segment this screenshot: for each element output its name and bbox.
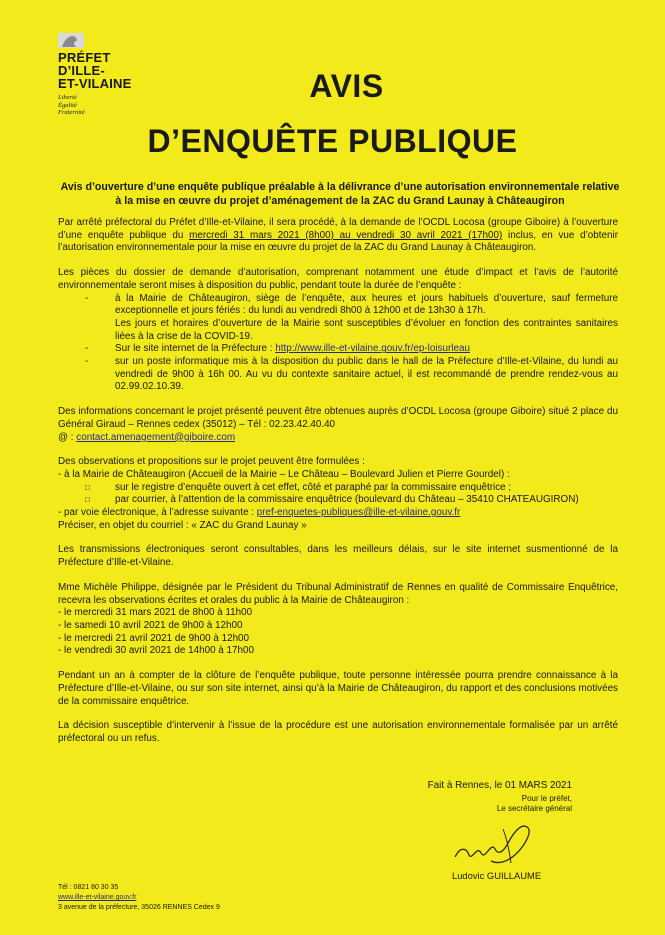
motto-line: Égalité [58,101,77,109]
paragraph-order [58,217,618,255]
page-footer [58,883,220,913]
list-item-note: Les jours et horaires d’ouverture de la Mairie sont susceptibles d’évoluer en fonction des contraintes sanitaires liées à la crise de la COVID-19. [115,317,618,342]
paragraph-commissioner: Mme Michèle Philippe, désignée par le Président du Tribunal Administratif de Rennes en qualité de Commissaire Enquêtrice, recevra les observations écrites et orales du public à la Mairie de Châteaugiron : [58,581,618,606]
email-prefix: @ : [58,431,77,443]
list-item [58,482,618,495]
motto-line: Liberté [58,94,77,101]
logo-line: D’ILLE- [58,63,105,78]
logo-line: ET-VILAINE [58,76,132,91]
checkbox-square-icon: □ [85,482,90,492]
session-item: - le samedi 10 avril 2021 de 9h00 à 12h00 [58,619,243,631]
paragraph-information: Des informations concernant le projet présenté peuvent être obtenues auprès d’OCDL Locosa (groupe Giboire) situé 2 place du Général Giraud – Rennes cedex (35012) – Tél : 02.23.42.40.40 [58,406,618,430]
footer-website-link[interactable]: www.ille-et-vilaine.gouv.fr [58,894,137,901]
notice-subtitle: Avis d’ouverture d’une enquête publique préalable à la délivrance d’une autorisation environnementale relative à la mise en œuvre du projet d’aménagement de la ZAC du Grand Launay à Châteaugiron [60,181,620,207]
observations-electronic [58,507,618,520]
prefecture-website-link[interactable]: http://www.ille-et-vilaine.gouv.fr/ep-loisurleau [275,343,470,355]
signer-name: Ludovic GUILLAUME [452,870,542,881]
session-item: - le mercredi 21 avril 2021 de 9h00 à 12h00 [58,632,250,644]
observations-subject: Préciser, en objet du courriel : « ZAC du Grand Launay » [58,519,307,531]
contact-email-line [58,432,618,445]
list-bullet: - [85,343,89,355]
for-prefect: Pour le préfet, [521,794,572,803]
paragraph-report: Pendant un an à compter de la clôture de l’enquête publique, toute personne intéressée pourra prendre connaissance à la Préfecture d’Ille-et-Vilaine, ou sur son site internet, ainsi qu’à la Mairie de Châteaugiron, du rapport et des conclusions motivées de la commissaire enquêtrice. [58,670,618,707]
list-item-text: sur un poste informatique mis à la disposition du public dans le hall de la Préfecture d’Ille-et-Vilaine, du lundi au vendredi de 9h00 à 16h 00. Au vu du contexte sanitaire actuel, il est recommandé de prendre rendez-vous au 02.99.02.10.39. [115,356,618,393]
paragraph-text: Par arrêté préfectoral du Préfet d’Ille-et-Vilaine, il sera procédé, à la demande de l’OCDL Locosa (groupe Giboire) à l’ouverture d’une enquête publique du [58,217,618,241]
signer-role: Le secrétaire général [496,804,572,813]
list-item-text: Sur le site internet de la Préfecture : [115,343,276,355]
list-bullet: - [85,356,89,368]
list-bullet: - [85,292,89,304]
list-item [58,343,618,356]
checkbox-square-icon: □ [85,495,90,505]
page-title-line-2: D’ENQUÊTE PUBLIQUE [147,123,518,159]
electronic-label: - par voie électronique, à l’adresse suivante : [58,507,257,519]
notice-body [58,217,618,746]
list-item [58,293,618,318]
marianne-icon [58,33,84,48]
list-item-text: à la Mairie de Châteaugiron, siège de l’enquête, aux heures et jours habituels d’ouverture, sauf fermeture exceptionnelle et jours fériés : du lundi au vendredi 8h00 à 12h00 et de 13h30 à 17h. [115,292,618,317]
paragraph-observations: Des observations et propositions sur le projet peuvent être formulées : [58,456,365,468]
contact-email-link[interactable]: contact.amenagement@giboire.com [76,431,236,443]
signature-block [312,780,572,814]
list-item [58,356,618,394]
logo-line: PRÉFET [58,50,111,65]
list-item-text: sur le registre d’enquête ouvert à cet effet, côté et paraphé par la commissaire enquêtrice ; [115,481,512,493]
session-item: - le vendredi 30 avril 2021 de 14h00 à 17h00 [58,645,255,657]
list-item-text: par courrier, à l’attention de la commissaire enquêtrice (boulevard du Château – 35410 CHATEAUGIRON) [115,494,579,506]
motto-line: Fraternité [58,109,85,116]
paragraph-transmissions: Les transmissions électroniques seront consultables, dans les meilleurs délais, sur le site internet susmentionné de la Préfecture d’Ille-et-Vilaine. [58,544,618,569]
footer-phone: Tél : 0821 80 30 35 [58,884,119,891]
footer-address: 3 avenue de la préfecture, 35026 RENNES Cedex 9 [58,904,220,911]
enquiry-email-link[interactable]: pref-enquetes-publiques@ille-et-vilaine.gouv.fr [256,507,461,519]
paragraph-decision: La décision susceptible d’intervenir à l’issue de la procédure est une autorisation environnementale formalisée par un arrêté préfectoral ou un refus. [58,720,618,744]
page-title-line-1: AVIS [309,68,384,104]
paragraph-text: inclus, en vue d’obtenir l’autorisation environnementale pour la mise en œuvre du projet de la ZAC du Grand Launay à Châteaugiron. [58,229,618,254]
session-item: - le mercredi 31 mars 2021 de 8h00 à 11h00 [58,607,253,619]
handwritten-signature-icon [447,815,542,870]
list-item [58,494,618,507]
paragraph-documents: Les pièces du dossier de demande d’autorisation, comprenant notamment une étude d’impact et l’avis de l’autorité environnementale seront mises à disposition du public, pendant toute la durée de l’enquête : [58,267,618,291]
observations-mairie: - à la Mairie de Châteaugiron (Accueil de la Mairie – Le Château – Boulevard Julien et Pierre Gourdel) : [58,468,510,480]
place-date: Fait à Rennes, le 01 MARS 2021 [427,780,572,791]
inquiry-dates: mercredi 31 mars 2021 (8h00) au vendredi 30 avril 2021 (17h00) [189,229,503,241]
